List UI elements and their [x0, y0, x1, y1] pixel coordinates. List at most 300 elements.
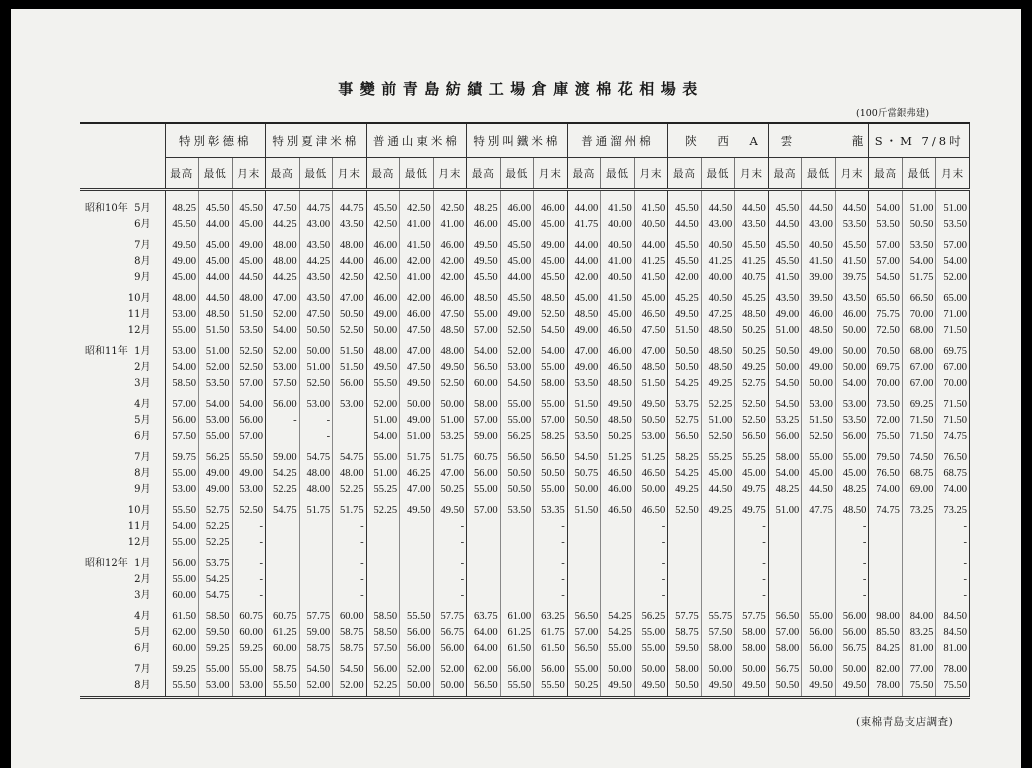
price-cell: 51.50	[199, 323, 233, 339]
price-cell: 58.75	[668, 625, 702, 641]
price-cell: 52.50	[701, 429, 735, 445]
price-cell: 48.25	[467, 190, 501, 218]
price-cell: 55.50	[400, 604, 434, 625]
price-cell: 56.00	[835, 604, 869, 625]
page-title: 事變前青島紡績工場倉庫渡棉花相場表	[338, 80, 704, 98]
price-cell: 48.00	[333, 233, 367, 254]
price-cell: 58.25	[534, 429, 568, 445]
price-cell: 39.75	[835, 270, 869, 286]
table-row	[80, 466, 970, 482]
price-cell: 49.50	[433, 498, 467, 519]
row-label-text	[85, 376, 151, 392]
price-cell: 51.00	[433, 413, 467, 429]
price-cell: 67.00	[936, 360, 970, 376]
price-cell: 45.00	[534, 254, 568, 270]
price-cell: 40.50	[634, 217, 668, 233]
price-cell: 53.75	[668, 392, 702, 413]
price-cell: 76.50	[936, 445, 970, 466]
row-label-text	[85, 519, 151, 535]
price-cell: 60.75	[467, 445, 501, 466]
price-cell: 42.00	[433, 270, 467, 286]
price-cell: 57.50	[701, 625, 735, 641]
price-cell: 50.50	[567, 413, 601, 429]
price-cell: 50.00	[400, 678, 434, 698]
price-cell: 52.50	[668, 498, 702, 519]
price-cell: 84.50	[936, 625, 970, 641]
price-cell: 46.50	[601, 498, 635, 519]
price-cell: 53.35	[534, 498, 568, 519]
price-cell: 59.50	[199, 625, 233, 641]
row-label-text	[85, 254, 151, 270]
row-label-text	[85, 201, 151, 217]
sub-header-row	[80, 158, 970, 190]
price-cell: -	[735, 551, 769, 572]
price-cell: 44.75	[299, 190, 333, 218]
price-cell: 56.25	[199, 445, 233, 466]
price-cell: 59.25	[232, 641, 266, 657]
sub-header: 最高	[768, 158, 802, 190]
price-cell: 59.25	[165, 657, 199, 678]
row-label-text	[85, 307, 151, 323]
month-label: 8月	[134, 680, 151, 691]
price-cell: 69.00	[902, 482, 936, 498]
price-cell	[299, 572, 333, 588]
price-cell: 48.50	[735, 307, 769, 323]
price-cell: 50.25	[433, 482, 467, 498]
price-cell: 65.50	[869, 286, 903, 307]
price-cell: 46.00	[366, 254, 400, 270]
price-cell: 56.00	[266, 392, 300, 413]
row-label	[80, 270, 165, 286]
price-cell: -	[634, 519, 668, 535]
price-cell	[768, 535, 802, 551]
price-cell: 59.00	[467, 429, 501, 445]
price-cell: 50.00	[634, 657, 668, 678]
price-cell: 53.00	[266, 360, 300, 376]
row-label-text	[85, 397, 151, 413]
price-cell	[869, 551, 903, 572]
price-cell	[902, 588, 936, 604]
price-cell: 45.50	[232, 190, 266, 218]
price-cell: -	[936, 588, 970, 604]
price-cell: 55.00	[802, 445, 836, 466]
price-cell: 41.50	[601, 286, 635, 307]
price-cell: 48.00	[333, 466, 367, 482]
price-cell: 55.00	[199, 429, 233, 445]
price-cell: 41.00	[433, 217, 467, 233]
price-cell: 44.25	[299, 254, 333, 270]
row-label	[80, 625, 165, 641]
price-cell: 56.00	[165, 413, 199, 429]
month-label: 10月	[127, 505, 151, 516]
price-cell	[366, 572, 400, 588]
sub-header: 最低	[802, 158, 836, 190]
corner-header-cell	[80, 123, 165, 190]
price-cell	[768, 588, 802, 604]
month-label: 8月	[134, 468, 151, 479]
price-cell: 50.75	[567, 466, 601, 482]
row-label	[80, 360, 165, 376]
month-label: 2月	[134, 574, 151, 585]
price-cell: 46.50	[634, 307, 668, 323]
price-cell: 71.50	[902, 413, 936, 429]
price-cell: 68.00	[902, 339, 936, 360]
price-cell: 53.00	[500, 360, 534, 376]
price-cell: 45.50	[500, 286, 534, 307]
table-row	[80, 604, 970, 625]
price-cell: 56.50	[467, 678, 501, 698]
price-cell: 45.50	[500, 233, 534, 254]
price-cell: 49.50	[735, 678, 769, 698]
row-label	[80, 376, 165, 392]
price-cell: 41.50	[634, 270, 668, 286]
price-cell: -	[232, 551, 266, 572]
price-cell: 61.50	[500, 641, 534, 657]
price-cell: 59.00	[299, 625, 333, 641]
price-cell: 43.50	[835, 286, 869, 307]
price-cell: 53.00	[333, 392, 367, 413]
price-cell: 44.00	[567, 190, 601, 218]
price-cell	[668, 588, 702, 604]
price-cell: 52.75	[668, 413, 702, 429]
price-cell: 50.50	[668, 360, 702, 376]
price-cell: 46.00	[835, 307, 869, 323]
price-cell: 58.00	[467, 392, 501, 413]
price-cell	[366, 535, 400, 551]
price-cell: 50.00	[634, 482, 668, 498]
price-cell: 53.75	[199, 551, 233, 572]
price-cell: 49.00	[567, 323, 601, 339]
price-cell: 56.00	[400, 625, 434, 641]
price-cell: 63.75	[467, 604, 501, 625]
price-cell: 51.50	[333, 360, 367, 376]
price-cell: 67.00	[902, 376, 936, 392]
source-note: (東棉青島支店調査)	[856, 716, 954, 728]
price-cell: 44.50	[835, 190, 869, 218]
row-label	[80, 429, 165, 445]
sub-header: 最高	[266, 158, 300, 190]
price-cell: 75.50	[936, 678, 970, 698]
price-cell: 50.00	[400, 392, 434, 413]
month-label: 11月	[127, 309, 151, 320]
price-cell: -	[232, 535, 266, 551]
price-cell: 59.25	[199, 641, 233, 657]
group-header: 特別叫鐵米棉	[467, 123, 568, 158]
row-label-text	[85, 625, 151, 641]
price-cell: 54.25	[266, 466, 300, 482]
price-cell: -	[433, 572, 467, 588]
price-cell: 71.00	[936, 307, 970, 323]
price-cell: 57.50	[366, 641, 400, 657]
price-cell: 50.50	[634, 413, 668, 429]
row-label	[80, 323, 165, 339]
price-cell	[701, 535, 735, 551]
price-cell: 55.50	[534, 678, 568, 698]
price-cell: 45.00	[567, 286, 601, 307]
price-cell	[869, 535, 903, 551]
price-cell: 53.50	[902, 233, 936, 254]
price-cell: 47.00	[400, 339, 434, 360]
price-cell: -	[835, 551, 869, 572]
table-row	[80, 625, 970, 641]
price-cell: 53.00	[802, 392, 836, 413]
price-cell: 60.00	[165, 588, 199, 604]
price-cell: 58.75	[333, 641, 367, 657]
price-cell	[500, 519, 534, 535]
price-cell: 48.00	[165, 286, 199, 307]
price-cell: 73.50	[869, 392, 903, 413]
price-cell: 48.50	[701, 360, 735, 376]
row-label	[80, 551, 165, 572]
price-cell: 47.00	[266, 286, 300, 307]
price-cell: 48.00	[232, 286, 266, 307]
price-cell: -	[735, 535, 769, 551]
price-cell: 50.50	[768, 339, 802, 360]
price-cell: 48.25	[165, 190, 199, 218]
price-cell	[400, 551, 434, 572]
price-cell: 55.00	[165, 535, 199, 551]
month-label: 10月	[127, 293, 151, 304]
price-cell: 49.50	[467, 233, 501, 254]
price-cell: 57.00	[467, 413, 501, 429]
sub-header: 月末	[735, 158, 769, 190]
price-cell	[467, 572, 501, 588]
price-cell: 51.00	[902, 190, 936, 218]
table-row	[80, 445, 970, 466]
table-row	[80, 588, 970, 604]
price-cell: 71.50	[936, 413, 970, 429]
price-cell: 45.00	[232, 217, 266, 233]
price-cell: 55.00	[802, 604, 836, 625]
row-label-text	[85, 482, 151, 498]
price-cell: 55.00	[634, 641, 668, 657]
price-cell: 57.00	[869, 254, 903, 270]
price-cell: 54.25	[601, 625, 635, 641]
table-row	[80, 482, 970, 498]
year-label: 昭和12年	[85, 558, 128, 569]
price-cell: -	[936, 519, 970, 535]
price-cell: 55.00	[165, 466, 199, 482]
price-cell: 54.50	[567, 445, 601, 466]
price-cell: 55.50	[165, 498, 199, 519]
price-cell: 47.50	[634, 323, 668, 339]
table-row	[80, 270, 970, 286]
price-cell: 52.50	[500, 323, 534, 339]
price-cell: 45.00	[601, 307, 635, 323]
table-row	[80, 339, 970, 360]
price-cell: 54.00	[165, 519, 199, 535]
table-row	[80, 323, 970, 339]
row-label-text	[85, 270, 151, 286]
price-cell: 41.50	[634, 190, 668, 218]
price-cell	[668, 535, 702, 551]
price-cell: 49.50	[668, 307, 702, 323]
table-row	[80, 254, 970, 270]
price-cell: 55.25	[366, 482, 400, 498]
price-cell: 56.50	[735, 429, 769, 445]
price-cell: 46.50	[601, 360, 635, 376]
month-label: 6月	[134, 643, 151, 654]
month-label: 7月	[134, 452, 151, 463]
price-cell: 46.50	[601, 323, 635, 339]
sub-header: 最高	[668, 158, 702, 190]
price-cell	[467, 551, 501, 572]
price-cell: 51.00	[366, 413, 400, 429]
price-cell	[768, 519, 802, 535]
price-cell: 58.00	[768, 445, 802, 466]
price-cell: 46.00	[433, 286, 467, 307]
price-cell: 68.75	[902, 466, 936, 482]
price-cell: 55.50	[500, 678, 534, 698]
price-cell: 48.50	[634, 360, 668, 376]
price-cell: 52.50	[735, 413, 769, 429]
price-cell: 56.00	[400, 641, 434, 657]
price-cell: 47.00	[433, 466, 467, 482]
price-cell: 70.00	[936, 376, 970, 392]
price-cell: 51.75	[433, 445, 467, 466]
price-cell: 54.75	[199, 588, 233, 604]
price-cell: 58.50	[366, 604, 400, 625]
price-cell: 50.50	[333, 307, 367, 323]
price-cell: 81.00	[902, 641, 936, 657]
price-cell: 61.50	[534, 641, 568, 657]
price-cell: 51.00	[768, 498, 802, 519]
price-cell: 43.50	[735, 217, 769, 233]
price-cell: 45.50	[668, 254, 702, 270]
price-cell: 49.50	[701, 678, 735, 698]
price-cell: 47.50	[299, 307, 333, 323]
price-cell: 55.50	[165, 678, 199, 698]
price-cell	[601, 588, 635, 604]
cotton-price-table	[80, 122, 970, 699]
price-cell: 47.50	[400, 360, 434, 376]
price-cell: 49.50	[400, 498, 434, 519]
price-cell: 45.00	[835, 466, 869, 482]
price-cell: 41.50	[400, 233, 434, 254]
price-cell	[601, 519, 635, 535]
month-label: 1月	[134, 558, 151, 569]
price-cell: 56.00	[333, 376, 367, 392]
price-cell: 56.00	[835, 429, 869, 445]
price-cell: 45.00	[534, 217, 568, 233]
price-cell: 53.50	[567, 376, 601, 392]
price-cell: 60.00	[467, 376, 501, 392]
price-cell: 54.75	[333, 445, 367, 466]
price-cell: 55.00	[500, 392, 534, 413]
price-cell: 57.00	[467, 323, 501, 339]
price-cell	[266, 519, 300, 535]
price-cell: 44.00	[199, 270, 233, 286]
price-cell: 51.75	[333, 498, 367, 519]
price-cell: 59.50	[668, 641, 702, 657]
price-cell: 53.50	[500, 498, 534, 519]
price-cell	[299, 519, 333, 535]
price-cell: 55.00	[467, 482, 501, 498]
price-cell: 52.50	[232, 360, 266, 376]
table-row	[80, 392, 970, 413]
price-cell: 45.50	[668, 190, 702, 218]
price-cell: 59.00	[266, 445, 300, 466]
price-cell: 45.50	[366, 190, 400, 218]
price-cell: 44.50	[802, 482, 836, 498]
price-cell: 98.00	[869, 604, 903, 625]
price-cell: 67.00	[902, 360, 936, 376]
price-cell: 69.75	[869, 360, 903, 376]
row-label	[80, 190, 165, 218]
price-cell: 70.00	[869, 376, 903, 392]
price-cell: 51.50	[232, 307, 266, 323]
price-cell: 48.50	[567, 307, 601, 323]
price-cell: -	[534, 588, 568, 604]
price-cell: 52.25	[701, 392, 735, 413]
price-cell: 55.00	[835, 445, 869, 466]
price-cell: 56.25	[634, 604, 668, 625]
price-cell	[701, 572, 735, 588]
price-cell: 52.00	[266, 339, 300, 360]
price-cell: -	[333, 551, 367, 572]
row-label-text	[85, 291, 151, 307]
price-cell: 50.50	[668, 339, 702, 360]
price-cell	[768, 572, 802, 588]
price-cell	[400, 572, 434, 588]
price-cell: 56.00	[366, 657, 400, 678]
price-cell: 52.50	[333, 323, 367, 339]
row-label	[80, 233, 165, 254]
price-cell: 61.50	[165, 604, 199, 625]
price-cell: 60.00	[266, 641, 300, 657]
price-cell: 50.00	[433, 678, 467, 698]
price-cell: 50.50	[534, 466, 568, 482]
price-cell: 50.25	[735, 323, 769, 339]
price-cell: 57.00	[232, 376, 266, 392]
price-cell: 58.50	[199, 604, 233, 625]
price-cell: 42.50	[366, 217, 400, 233]
price-cell: 45.00	[165, 270, 199, 286]
price-cell: 63.25	[534, 604, 568, 625]
price-cell: 55.00	[199, 657, 233, 678]
month-label: 6月	[134, 431, 151, 442]
price-cell	[266, 572, 300, 588]
row-label	[80, 519, 165, 535]
price-cell: 46.50	[634, 466, 668, 482]
row-label	[80, 466, 165, 482]
price-cell: 55.00	[534, 482, 568, 498]
price-cell: -	[835, 572, 869, 588]
price-cell: -	[835, 588, 869, 604]
price-cell: 58.00	[735, 625, 769, 641]
price-cell: 53.00	[165, 339, 199, 360]
price-cell: 52.50	[802, 429, 836, 445]
price-cell	[601, 535, 635, 551]
price-cell: 57.75	[668, 604, 702, 625]
price-cell: -	[634, 572, 668, 588]
price-cell: 52.50	[232, 498, 266, 519]
price-cell: 52.00	[500, 339, 534, 360]
price-cell: 39.00	[802, 270, 836, 286]
price-cell: 52.00	[333, 678, 367, 698]
price-cell: 56.50	[768, 604, 802, 625]
price-cell: 48.50	[601, 376, 635, 392]
row-label	[80, 657, 165, 678]
price-cell: 49.50	[400, 376, 434, 392]
price-cell	[467, 535, 501, 551]
price-cell: 53.50	[567, 429, 601, 445]
sub-header: 最高	[869, 158, 903, 190]
price-cell: 42.50	[366, 270, 400, 286]
price-cell: 53.00	[165, 307, 199, 323]
price-cell: 75.50	[902, 678, 936, 698]
sub-header: 月末	[534, 158, 568, 190]
